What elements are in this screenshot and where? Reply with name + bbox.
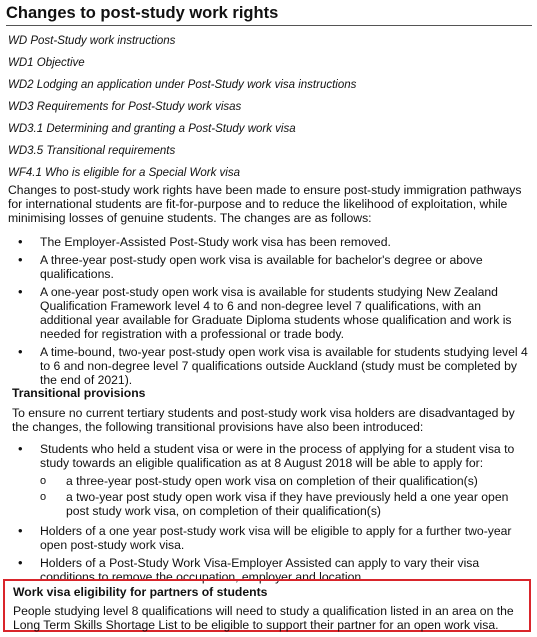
partners-heading: Work visa eligibility for partners of students [13, 585, 268, 599]
list-item: • A one-year post-study open work visa is available for students studying New Zealand Qualification Framework level 4 to 6 and non-degree level 7 qualifications, with an additional year available for Graduate Diploma students whose qualification and work is needed for registration with a professional or trade body. [40, 285, 530, 341]
list-item: • Holders of a Post-Study Work Visa-Employer Assisted can apply to vary their visa conditions to remove the occupation, employer and location. [40, 556, 530, 584]
list-item [40, 442, 530, 518]
list-item-text: Students who held a student visa or were in the process of applying for a student visa to study towards an eligible qualification as at 8 August 2018 will be able to apply for: [40, 442, 515, 470]
list-item: • A time-bound, two-year post-study open work visa is available for students studying level 4 to 6 and non-degree level 7 qualifications outside Auckland (study must be completed by the end of 2021). [40, 345, 530, 387]
intro-paragraph: Changes to post-study work rights have been made to ensure post-study immigration pathways for international students are fit-for-purpose and to reduce the likelihood of exploitation, while minimising losses of genuine students. The changes are as follows: [8, 183, 522, 225]
sub-list-item: o a three-year post-study open work visa on completion of their qualification(s) [66, 474, 530, 488]
instruction-link-wd2[interactable]: WD2 Lodging an application under Post-Study work visa instructions [8, 79, 357, 91]
transitional-heading: Transitional provisions [12, 386, 146, 400]
instruction-link-wd3-1[interactable]: WD3.1 Determining and granting a Post-Study work visa [8, 123, 296, 135]
highlight-box [3, 579, 531, 632]
page-title: Changes to post-study work rights [6, 2, 532, 26]
sub-list [40, 474, 530, 518]
instruction-link-wd3[interactable]: WD3 Requirements for Post-Study work visas [8, 101, 242, 113]
instruction-link-wd3-5[interactable]: WD3.5 Transitional requirements [8, 145, 176, 157]
instruction-link-wd[interactable]: WD Post-Study work instructions [8, 35, 176, 47]
sub-list-item: o a two-year post study open work visa if they have previously held a one year open post study work visa, on completion of their qualification(s) [66, 490, 530, 518]
partners-paragraph: People studying level 8 qualifications will need to study a qualification listed in an area on the Long Term Skills Shortage List to be eligible to support their partner for an open work visa. [13, 604, 514, 632]
list-item: • A three-year post-study open work visa is available for bachelor's degree or above qualifications. [40, 253, 530, 281]
instruction-link-wf4-1[interactable]: WF4.1 Who is eligible for a Special Work visa [8, 167, 240, 179]
list-item: • The Employer-Assisted Post-Study work visa has been removed. [40, 235, 530, 249]
list-item: • Holders of a one year post-study work visa will be eligible to apply for a further two-year open post-study work visa. [40, 524, 530, 552]
changes-list [40, 235, 530, 391]
instruction-links-list [8, 34, 528, 188]
instruction-link-wd1[interactable]: WD1 Objective [8, 57, 85, 69]
transitional-list [40, 442, 530, 520]
transitional-intro: To ensure no current tertiary students and post-study work visa holders are disadvantaged by the changes, the following transitional provisions have also been introduced: [12, 406, 515, 434]
